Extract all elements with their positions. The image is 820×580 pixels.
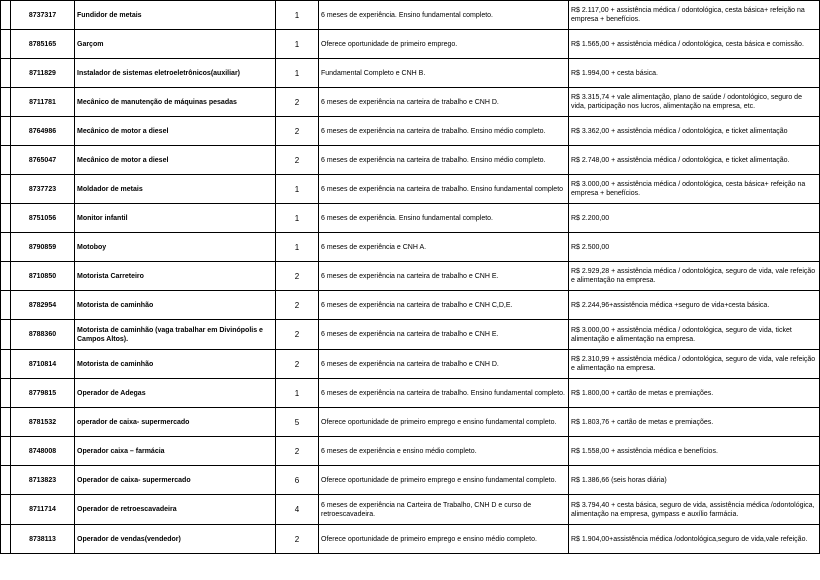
job-code-cell: 8751056: [11, 204, 75, 233]
vacancy-count-cell: 2: [276, 525, 319, 554]
job-code-cell: 8713823: [11, 466, 75, 495]
job-code-cell: 8782954: [11, 291, 75, 320]
vacancy-count-cell: 2: [276, 117, 319, 146]
job-title-cell: Operador de caixa- supermercado: [75, 466, 276, 495]
vacancy-count-cell: 1: [276, 59, 319, 88]
row-marker-cell: [1, 146, 11, 175]
vacancy-count-cell: 2: [276, 350, 319, 379]
salary-benefits-cell: R$ 3.794,40 + cesta básica, seguro de vida, assistência médica /odontológica, alimentação na empresa, gympass e auxílio farmácia.: [569, 495, 820, 525]
job-title-cell: Moldador de metais: [75, 175, 276, 204]
row-marker-cell: [1, 291, 11, 320]
requirements-cell: 6 meses de experiência na carteira de trabalho e CNH C,D,E.: [319, 291, 569, 320]
requirements-cell: 6 meses de experiência e ensino médio completo.: [319, 437, 569, 466]
salary-benefits-cell: R$ 1.904,00+assistência médica /odontológica,seguro de vida,vale refeição.: [569, 525, 820, 554]
salary-benefits-cell: R$ 2.200,00: [569, 204, 820, 233]
job-title-cell: Operador caixa – farmácia: [75, 437, 276, 466]
job-code-cell: 8738113: [11, 525, 75, 554]
requirements-cell: 6 meses de experiência. Ensino fundamental completo.: [319, 204, 569, 233]
salary-benefits-cell: R$ 2.117,00 + assistência médica / odontológica, cesta básica+ refeição na empresa + benefícios.: [569, 1, 820, 30]
job-code-cell: 8711781: [11, 88, 75, 117]
vacancy-count-cell: 1: [276, 204, 319, 233]
salary-benefits-cell: R$ 3.362,00 + assistência médica / odontológica, e ticket alimentação: [569, 117, 820, 146]
row-marker-cell: [1, 525, 11, 554]
salary-benefits-cell: R$ 3.000,00 + assistência médica / odontológica, seguro de vida, ticket alimentação e alimentação na empresa.: [569, 320, 820, 350]
table-row: [1, 466, 820, 495]
table-row: [1, 437, 820, 466]
requirements-cell: 6 meses de experiência na carteira de trabalho e CNH E.: [319, 320, 569, 350]
row-marker-cell: [1, 495, 11, 525]
job-title-cell: Mecânico de motor a diesel: [75, 117, 276, 146]
salary-benefits-cell: R$ 1.558,00 + assistência médica e benefícios.: [569, 437, 820, 466]
salary-benefits-cell: R$ 2.310,99 + assistência médica / odontológica, seguro de vida, vale refeição e alimentação na empresa.: [569, 350, 820, 379]
vacancy-count-cell: 1: [276, 233, 319, 262]
vacancy-count-cell: 1: [276, 379, 319, 408]
row-marker-cell: [1, 233, 11, 262]
job-code-cell: 8785165: [11, 30, 75, 59]
vacancy-count-cell: 5: [276, 408, 319, 437]
requirements-cell: 6 meses de experiência na carteira de trabalho. Ensino fundamental completo: [319, 175, 569, 204]
table-row: [1, 204, 820, 233]
table-row: [1, 408, 820, 437]
vacancy-count-cell: 2: [276, 88, 319, 117]
vacancy-count-cell: 2: [276, 320, 319, 350]
salary-benefits-cell: R$ 2.244,96+assistência médica +seguro de vida+cesta básica.: [569, 291, 820, 320]
salary-benefits-cell: R$ 3.315,74 + vale alimentação, plano de saúde / odontológico, seguro de vida, participação nos lucros, alimentação na empresa, etc.: [569, 88, 820, 117]
vacancy-count-cell: 1: [276, 30, 319, 59]
table-row: [1, 117, 820, 146]
requirements-cell: 6 meses de experiência na carteira de trabalho. Ensino fundamental completo.: [319, 379, 569, 408]
salary-benefits-cell: R$ 3.000,00 + assistência médica / odontológica, cesta básica+ refeição na empresa + benefícios.: [569, 175, 820, 204]
job-title-cell: Motorista de caminhão (vaga trabalhar em Divinópolis e Campos Altos).: [75, 320, 276, 350]
row-marker-cell: [1, 88, 11, 117]
vacancy-count-cell: 6: [276, 466, 319, 495]
requirements-cell: Oferece oportunidade de primeiro emprego e ensino médio completo.: [319, 525, 569, 554]
row-marker-cell: [1, 466, 11, 495]
job-title-cell: Mecânico de manutenção de máquinas pesadas: [75, 88, 276, 117]
table-row: [1, 30, 820, 59]
table-row: [1, 525, 820, 554]
job-title-cell: operador de caixa- supermercado: [75, 408, 276, 437]
job-code-cell: 8710814: [11, 350, 75, 379]
job-code-cell: 8779815: [11, 379, 75, 408]
table-row: [1, 175, 820, 204]
job-title-cell: Operador de vendas(vendedor): [75, 525, 276, 554]
salary-benefits-cell: R$ 1.800,00 + cartão de metas e premiações.: [569, 379, 820, 408]
row-marker-cell: [1, 59, 11, 88]
table-row: [1, 1, 820, 30]
requirements-cell: 6 meses de experiência e CNH A.: [319, 233, 569, 262]
job-code-cell: 8748008: [11, 437, 75, 466]
job-title-cell: Garçom: [75, 30, 276, 59]
requirements-cell: 6 meses de experiência na carteira de trabalho. Ensino médio completo.: [319, 146, 569, 175]
vacancy-count-cell: 1: [276, 1, 319, 30]
vacancy-count-cell: 1: [276, 175, 319, 204]
table-row: [1, 379, 820, 408]
table-row: [1, 291, 820, 320]
row-marker-cell: [1, 117, 11, 146]
job-code-cell: 8711714: [11, 495, 75, 525]
table-row: [1, 59, 820, 88]
vacancy-count-cell: 2: [276, 262, 319, 291]
row-marker-cell: [1, 1, 11, 30]
row-marker-cell: [1, 262, 11, 291]
row-marker-cell: [1, 30, 11, 59]
job-code-cell: 8765047: [11, 146, 75, 175]
salary-benefits-cell: R$ 1.803,76 + cartão de metas e premiações.: [569, 408, 820, 437]
row-marker-cell: [1, 350, 11, 379]
requirements-cell: 6 meses de experiência na Carteira de Trabalho, CNH D e curso de retroescavadeira.: [319, 495, 569, 525]
requirements-cell: 6 meses de experiência na carteira de trabalho. Ensino médio completo.: [319, 117, 569, 146]
table-row: [1, 146, 820, 175]
job-code-cell: 8711829: [11, 59, 75, 88]
row-marker-cell: [1, 175, 11, 204]
table-row: [1, 88, 820, 117]
requirements-cell: Fundamental Completo e CNH B.: [319, 59, 569, 88]
row-marker-cell: [1, 379, 11, 408]
job-code-cell: 8737317: [11, 1, 75, 30]
salary-benefits-cell: R$ 1.386,66 (seis horas diária): [569, 466, 820, 495]
salary-benefits-cell: R$ 2.748,00 + assistência médica / odontológica, e ticket alimentação.: [569, 146, 820, 175]
table-row: [1, 262, 820, 291]
job-code-cell: 8737723: [11, 175, 75, 204]
vacancy-count-cell: 2: [276, 437, 319, 466]
job-title-cell: Operador de Adegas: [75, 379, 276, 408]
job-title-cell: Fundidor de metais: [75, 1, 276, 30]
job-title-cell: Monitor infantil: [75, 204, 276, 233]
row-marker-cell: [1, 437, 11, 466]
requirements-cell: 6 meses de experiência na carteira de trabalho e CNH D.: [319, 350, 569, 379]
job-title-cell: Motorista Carreteiro: [75, 262, 276, 291]
vacancy-count-cell: 2: [276, 291, 319, 320]
row-marker-cell: [1, 204, 11, 233]
table-row: [1, 320, 820, 350]
job-title-cell: Instalador de sistemas eletroeletrônicos(auxiliar): [75, 59, 276, 88]
job-code-cell: 8781532: [11, 408, 75, 437]
job-title-cell: Mecânico de motor a diesel: [75, 146, 276, 175]
salary-benefits-cell: R$ 2.929,28 + assistência médica / odontológica, seguro de vida, vale refeição e alimentação na empresa.: [569, 262, 820, 291]
vacancy-count-cell: 4: [276, 495, 319, 525]
job-code-cell: 8710850: [11, 262, 75, 291]
job-title-cell: Operador de retroescavadeira: [75, 495, 276, 525]
requirements-cell: Oferece oportunidade de primeiro emprego.: [319, 30, 569, 59]
requirements-cell: 6 meses de experiência na carteira de trabalho e CNH D.: [319, 88, 569, 117]
requirements-cell: Oferece oportunidade de primeiro emprego e ensino fundamental completo.: [319, 408, 569, 437]
job-code-cell: 8764986: [11, 117, 75, 146]
table-row: [1, 350, 820, 379]
requirements-cell: Oferece oportunidade de primeiro emprego e ensino fundamental completo.: [319, 466, 569, 495]
row-marker-cell: [1, 320, 11, 350]
salary-benefits-cell: R$ 1.994,00 + cesta básica.: [569, 59, 820, 88]
requirements-cell: 6 meses de experiência na carteira de trabalho e CNH E.: [319, 262, 569, 291]
job-title-cell: Motorista de caminhão: [75, 291, 276, 320]
salary-benefits-cell: R$ 2.500,00: [569, 233, 820, 262]
job-code-cell: 8790859: [11, 233, 75, 262]
table-row: [1, 495, 820, 525]
table-row: [1, 233, 820, 262]
row-marker-cell: [1, 408, 11, 437]
job-code-cell: 8788360: [11, 320, 75, 350]
job-title-cell: Motorista de caminhão: [75, 350, 276, 379]
requirements-cell: 6 meses de experiência. Ensino fundamental completo.: [319, 1, 569, 30]
job-title-cell: Motoboy: [75, 233, 276, 262]
salary-benefits-cell: R$ 1.565,00 + assistência médica / odontológica, cesta básica e comissão.: [569, 30, 820, 59]
vacancy-count-cell: 2: [276, 146, 319, 175]
